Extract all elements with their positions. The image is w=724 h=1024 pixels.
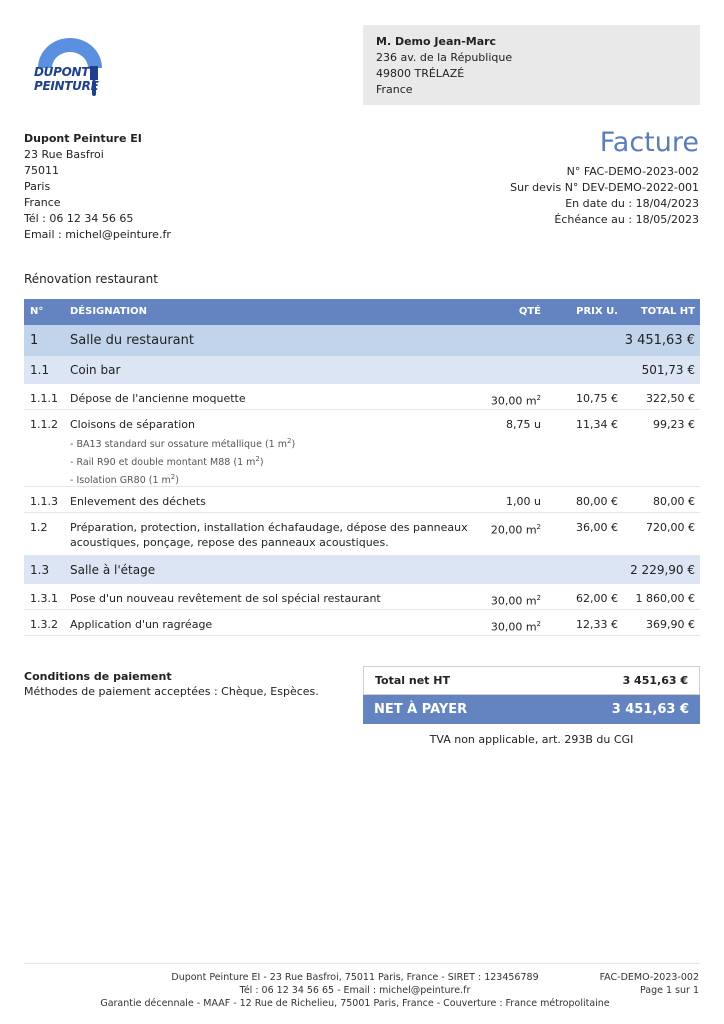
client-name: M. Demo Jean-Marc — [376, 35, 497, 48]
company-name: Dupont Peinture EI — [24, 132, 142, 145]
row-number: 1.2 — [30, 521, 48, 534]
header-qty: QTÉ — [518, 306, 541, 317]
table-row — [24, 356, 700, 384]
row-total: 1 860,00 € — [635, 592, 695, 605]
footer-divider — [24, 963, 700, 964]
row-total: 720,00 € — [646, 521, 695, 534]
row-unit-price: 80,00 € — [576, 495, 618, 508]
row-qty: 30,00 $m^2$ — [490, 594, 541, 608]
row-number: 1.1.2 — [30, 418, 58, 431]
row-unit-price: 11,34 € — [576, 418, 618, 431]
table-row — [24, 610, 700, 636]
table-row — [24, 513, 700, 556]
total-net-value: 3 451,63 € — [622, 674, 688, 687]
company-email: Email : michel@peinture.fr — [24, 228, 171, 241]
row-detail: - Isolation GR80 (1 $m^2$) — [70, 473, 179, 487]
row-total: 80,00 € — [653, 495, 695, 508]
row-total: 99,23 € — [653, 418, 695, 431]
table-row — [24, 325, 700, 356]
footer-page-number: Page 1 sur 1 — [639, 985, 699, 996]
table-row — [24, 556, 700, 584]
row-label: Pose d'un nouveau revêtement de sol spécial restaurant — [70, 592, 381, 605]
company-street: 23 Rue Basfroi — [24, 148, 104, 161]
net-to-pay-label: NET À PAYER — [374, 702, 468, 717]
row-label: Cloisons de séparation — [70, 418, 195, 431]
row-label: Application d'un ragréage — [70, 618, 213, 631]
row-detail: - BA13 standard sur ossature métallique (1 $m^2$) — [70, 437, 296, 451]
row-number: 1.1 — [30, 363, 50, 377]
row-qty: 1,00 u — [506, 495, 541, 508]
row-label-cont: acoustiques, ponçage, repose des panneaux acoustiques. — [70, 536, 389, 549]
payment-conditions — [24, 669, 319, 699]
row-total: 369,90 € — [646, 618, 695, 631]
footer-line-3: Garantie décennale - MAAF - 12 Rue de Richelieu, 75001 Paris, France - Couverture : France métropolitaine — [100, 998, 610, 1009]
row-label: Enlevement des déchets — [70, 495, 206, 508]
row-number: 1 — [30, 333, 39, 348]
row-number: 1.3 — [30, 563, 50, 577]
row-number: 1.1.1 — [30, 392, 58, 405]
row-qty: 20,00 $m^2$ — [490, 523, 541, 537]
company-zip: 75011 — [24, 164, 59, 177]
company-tel: Tél : 06 12 34 56 65 — [24, 212, 134, 225]
net-to-pay-value: 3 451,63 € — [611, 702, 689, 717]
row-number: 1.1.3 — [30, 495, 58, 508]
totals-box — [363, 666, 700, 724]
header-total: TOTAL HT — [640, 306, 695, 317]
table-row — [24, 410, 700, 487]
row-total: 501,73 € — [641, 363, 695, 377]
document-title: Facture — [599, 127, 699, 158]
client-city: 49800 TRÉLAZÉ — [376, 67, 465, 80]
row-qty: 30,00 $m^2$ — [490, 394, 541, 408]
quote-reference: Sur devis N° DEV-DEMO-2022-001 — [510, 181, 699, 194]
company-country: France — [24, 196, 61, 209]
client-address-box — [363, 25, 700, 105]
row-label: Préparation, protection, installation échafaudage, dépose des panneaux — [70, 521, 468, 534]
row-total: 3 451,63 € — [624, 333, 695, 348]
footer-doc-ref: FAC-DEMO-2023-002 — [599, 972, 699, 983]
footer-legal — [100, 971, 610, 1010]
row-label: Salle du restaurant — [70, 333, 194, 348]
row-qty: 30,00 $m^2$ — [490, 620, 541, 634]
total-net-label: Total net HT — [375, 674, 450, 687]
due-date: Échéance au : 18/05/2023 — [554, 213, 699, 226]
invoice-table — [24, 299, 700, 636]
footer-reference — [600, 971, 699, 997]
row-label: Dépose de l'ancienne moquette — [70, 392, 246, 405]
invoice-subject: Rénovation restaurant — [24, 272, 158, 286]
payment-conditions-title: Conditions de paiement — [24, 670, 172, 683]
header-unit-price: PRIX U. — [576, 306, 618, 317]
row-unit-price: 10,75 € — [576, 392, 618, 405]
row-label-block — [70, 520, 468, 550]
client-country: France — [376, 83, 413, 96]
invoice-number: N° FAC-DEMO-2023-002 — [566, 165, 699, 178]
total-net-row — [363, 666, 700, 695]
logo-line-2: PEINTURE — [34, 79, 99, 93]
row-unit-price: 12,33 € — [576, 618, 618, 631]
company-logo — [30, 36, 110, 102]
table-row — [24, 384, 700, 410]
payment-methods: Méthodes de paiement acceptées : Chèque, Espèces. — [24, 685, 319, 698]
row-qty: 8,75 u — [506, 418, 541, 431]
row-detail: - Rail R90 et double montant M88 (1 $m^2$) — [70, 455, 264, 469]
row-label: Coin bar — [70, 363, 121, 377]
footer-line-1: Dupont Peinture EI - 23 Rue Basfroi, 75011 Paris, France - SIRET : 123456789 — [171, 972, 539, 983]
document-meta — [510, 164, 699, 228]
footer-line-2: Tél : 06 12 34 56 65 - Email : michel@peinture.fr — [239, 985, 471, 996]
row-unit-price: 62,00 € — [576, 592, 618, 605]
row-label: Salle à l'étage — [70, 563, 156, 577]
tva-note: TVA non applicable, art. 293B du CGI — [429, 733, 634, 746]
invoice-date: En date du : 18/04/2023 — [565, 197, 699, 210]
table-header — [24, 299, 700, 325]
table-row — [24, 487, 700, 513]
row-unit-price: 36,00 € — [576, 521, 618, 534]
table-row — [24, 584, 700, 610]
client-street: 236 av. de la République — [376, 51, 513, 64]
net-to-pay-row — [363, 695, 700, 724]
company-info — [24, 131, 171, 243]
company-city: Paris — [24, 180, 51, 193]
row-total: 2 229,90 € — [630, 563, 695, 577]
logo-line-1: DUPONT — [34, 65, 90, 79]
row-number: 1.3.2 — [30, 618, 58, 631]
row-total: 322,50 € — [646, 392, 695, 405]
header-no: N° — [30, 306, 44, 317]
header-designation: DÉSIGNATION — [70, 306, 148, 317]
row-number: 1.3.1 — [30, 592, 58, 605]
row-label-block — [70, 417, 295, 488]
